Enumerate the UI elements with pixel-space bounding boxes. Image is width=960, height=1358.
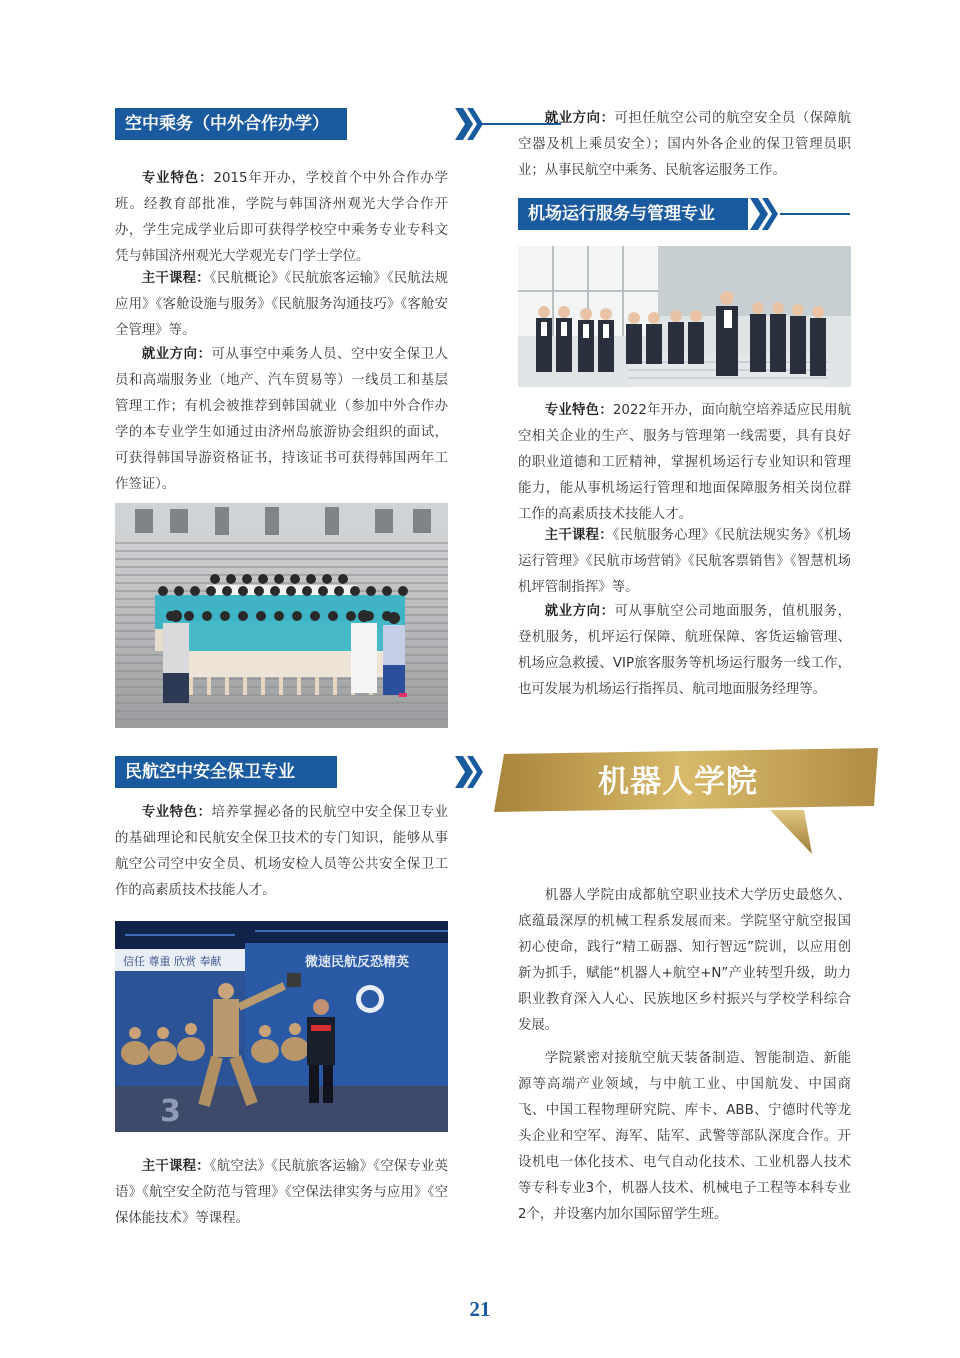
classroom-photo: [518, 246, 851, 387]
photo-banner-text: 信任 尊重 欣赏 奉献: [123, 955, 222, 968]
double-chevron-icon: [750, 198, 780, 230]
text-courses: 《航空法》《民航旅客运输》《空保专业英语》《航空安全防范与管理》《空保法律实务与应用》《空保体能技术》等课程。: [115, 1159, 449, 1226]
header-rule: [780, 213, 850, 215]
label-courses: 主干课程：: [141, 1159, 210, 1174]
paragraph-career-3: [518, 599, 851, 703]
text-robot-intro: 机器人学院由成都航空职业技术大学历史最悠久、底蕴最深厚的机械工程系发展而来。学院坚守航空报国初心使命，践行“精工砺器、知行智远”院训，以应用创新为抓手，赋能“机器人+航空+N”产业转型升级，助力职业教育深入人心、民族地区乡村振兴与学校学科综合发展。: [518, 888, 851, 1033]
section-header-air-security: [115, 756, 461, 788]
text-feature: 培养掌握必备的民航空中安全保卫专业的基础理论和民航安全保卫技术的专门知识，能够从事航空公司空中安全员、机场安检人员等公共安全保卫工作的高素质技术技能人才。: [115, 805, 449, 898]
label-courses: 主干课程：: [141, 271, 210, 286]
text-courses: 《民航服务心理》《民航法规实务》《机场运行管理》《民航市场营销》《民航客票销售》《智慧机场机坪管制指挥》等。: [518, 528, 852, 595]
label-career: 就业方向：: [544, 111, 615, 126]
section-title: 民航空中安全保卫专业: [115, 756, 337, 788]
group-photo-stairs: [115, 503, 448, 728]
photo-wall-text: 微速民航反恐精英: [305, 955, 410, 970]
paragraph-feature-3: [518, 398, 851, 528]
svg-text:3: 3: [160, 1094, 181, 1129]
label-feature: 专业特色：: [544, 403, 613, 418]
paragraph-robot-intro: [518, 883, 851, 1039]
robot-college-banner: [494, 748, 878, 858]
text-feature: 2022年开办，面向航空培养适应民用航空相关企业的生产、服务与管理第一线需要，具有良好的职业道德和工匠精神，掌握机场运行专业知识和管理能力，能从事机场运行管理和地面保障服务相关岗位群工作的高素质技术技能人才。: [518, 403, 851, 522]
paragraph-career-2: [518, 106, 851, 184]
paragraph-feature-2: [115, 800, 448, 904]
paragraph-courses-2: [115, 1154, 448, 1232]
paragraph-courses-3: [518, 523, 851, 601]
bullet-dots-icon: •: [452, 764, 461, 780]
label-feature: 专业特色：: [141, 171, 214, 186]
text-career: 可从事航空公司地面服务，值机服务，登机服务，机坪运行保障、航班保障、客货运输管理、机场应急救援、VIP旅客服务等机场运行服务一线工作，也可发展为机场运行指挥员、航司地面服务经理等。: [518, 604, 852, 697]
text-robot-cooperation: 学院紧密对接航空航天装备制造、智能制造、新能源等高端产业领域，与中航工业、中国航发、中国商飞、中国工程物理研究院、库卡、ABB、宁德时代等龙头企业和空军、海军、陆军、武警等部队深度合作。开设机电一体化技术、电气自动化技术、工业机器人技术等专科专业3个，机器人技术、机械电子工程等本科专业2个，并设塞内加尔国际留学生班。: [518, 1051, 851, 1222]
label-career: 就业方向：: [544, 604, 615, 619]
paragraph-courses: [115, 266, 448, 344]
paragraph-feature: [115, 166, 448, 270]
label-career: 就业方向：: [141, 347, 212, 362]
paragraph-career: [115, 342, 448, 498]
section-header-airport-ops: [518, 198, 851, 230]
bullet-dots-icon: •: [452, 116, 461, 132]
label-feature: 专业特色：: [141, 805, 212, 820]
label-courses: 主干课程：: [544, 528, 613, 543]
page-number: 21: [469, 1297, 491, 1321]
section-header-cabin-crew: [115, 108, 461, 140]
text-career: 可从事空中乘务人员、空中安全保卫人员和高端服务业（地产、汽车贸易等）一线员工和基层管理工作；有机会被推荐到韩国就业（参加中外合作办学的本专业学生如通过由济州岛旅游协会组织的面试，可获得韩国导游资格证书，持该证书可获得韩国两年工作签证）。: [115, 347, 449, 492]
text-feature: 2015年开办，学校首个中外合作办学班。经教育部批准，学院与韩国济州观光大学合作开办，学生完成学业后即可获得学校空中乘务专业专科文凭与韩国济州观光大学观光专门学士学位。: [115, 171, 449, 264]
robot-college-title: 机器人学院: [598, 764, 758, 800]
section-title: 机场运行服务与管理专业: [518, 198, 748, 230]
text-courses: 《民航概论》《民航旅客运输》《民航法规应用》《客舱设施与服务》《民航服务沟通技巧》《客舱安全管理》等。: [115, 271, 449, 338]
training-photo: [115, 921, 448, 1132]
paragraph-robot-cooperation: [518, 1046, 851, 1228]
double-chevron-icon: [455, 756, 485, 788]
section-title: 空中乘务（中外合作办学）: [115, 108, 347, 140]
text-career: 可担任航空公司的航空安全员（保障航空器及机上乘员安全）；国内外各企业的保卫管理员职业；从事民航空中乘务、民航客运服务工作。: [518, 111, 852, 178]
